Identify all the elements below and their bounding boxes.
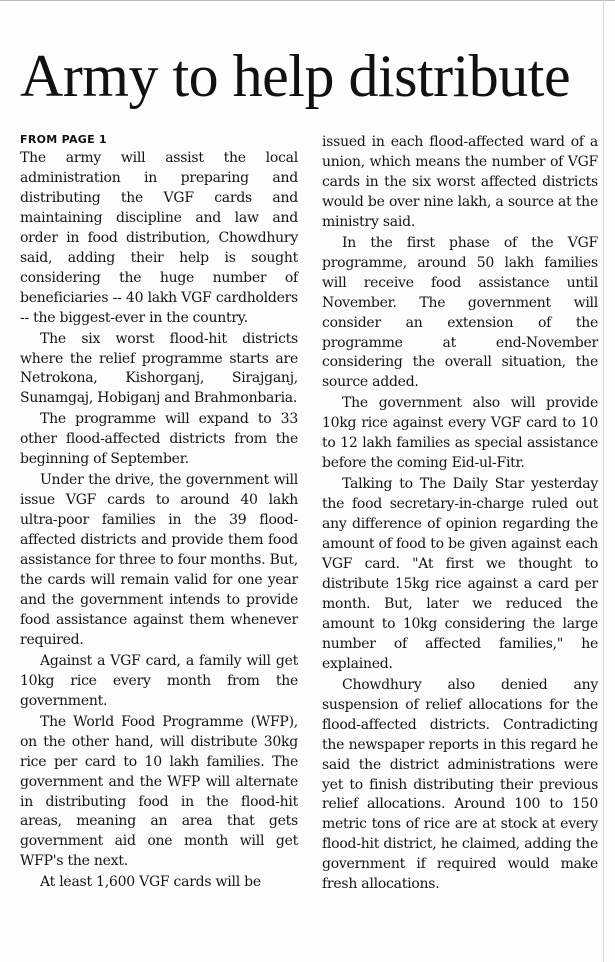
top-rule: [0, 0, 615, 9]
paragraph: Talking to The Daily Star yesterday the food secretary-in-charge ruled out any difference of opinion regarding the amount of food to be given against each VGF card. "At first we thought to distribute 15kg rice against a card per month. But, later we reduced the amount to 10kg considering the large number of affected families," he explained.: [322, 476, 598, 672]
paragraph: issued in each flood-affected ward of a union, which means the number of VGF cards in the six worst affected districts would be over nine lakh, a source at the ministry said.: [322, 134, 598, 230]
paragraph: The army will assist the local administration in preparing and distributing the VGF cards and maintaining discipline and law and order in food distribution, Chowdhury said, adding their help is sought considering the huge number of beneficiaries -- 40 lakh VGF cardholders -- the biggest-ever in the country.: [20, 150, 298, 326]
paragraph: Under the drive, the government will issue VGF cards to around 40 lakh ultra-poor families in the 39 flood-affected districts and provide them food assistance for three to four months. But, the cards will remain valid for one year and the government intends to provide food assistance against them whenever required.: [20, 472, 298, 648]
paragraph: Chowdhury also denied any suspension of relief allocations for the flood-affected districts. Contradicting the newspaper reports in this regard he said the district administrations were yet to finish distributing their previous relief allocations. Around 100 to 150 metric tons of rice are at stock at every flood-hit district, he claimed, adding the government if required would make fresh allocations.: [322, 676, 598, 893]
paragraph: The World Food Programme (WFP), on the other hand, will distribute 30kg rice per card to 10 lakh families. The government and the WFP will alternate in distributing food in the flood-hit areas, meaning an area that gets government aid one month will get WFP's the next.: [20, 713, 298, 870]
paragraph: Against a VGF card, a family will get 10kg rice every month from the government.: [20, 652, 298, 709]
headline: Army to help distribute: [20, 43, 571, 109]
paragraph: The government also will provide 10kg rice against every VGF card to 10 to 12 lakh families as special assistance before the coming Eid-ul-Fitr.: [322, 395, 598, 472]
paragraph: The programme will expand to 33 other flood-affected districts from the beginning of September.: [20, 411, 298, 468]
right-column: [322, 133, 598, 895]
page-edge: [603, 0, 604, 962]
paragraph: In the first phase of the VGF programme, around 50 lakh families will receive food assistance until November. The government will consider an extension of the programme at end-November considering the overall situation, the source added.: [322, 234, 598, 391]
paragraph: At least 1,600 VGF cards will be: [40, 874, 261, 891]
paragraph: The six worst flood-hit districts where the relief programme starts are Netrokona, Kishorganj, Sirajganj, Sunamgaj, Hobiganj and Brahmonbaria.: [20, 330, 298, 407]
kicker-from-page: FROM PAGE 1: [20, 133, 108, 146]
left-column: [20, 132, 298, 893]
